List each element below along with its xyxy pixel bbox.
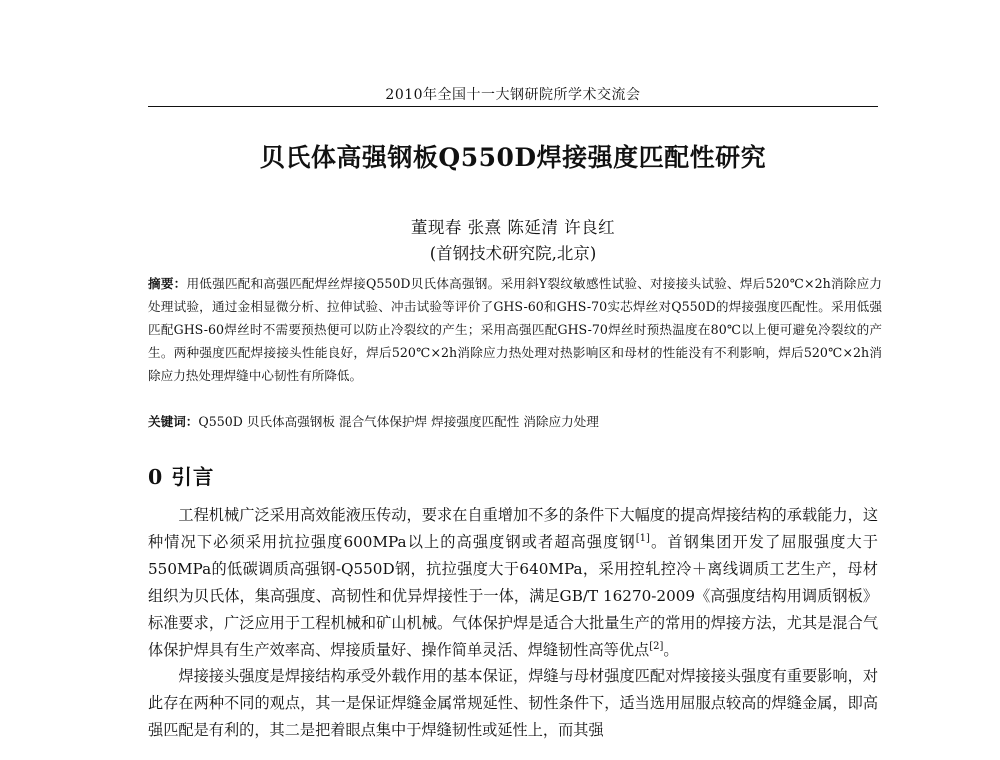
- paragraph-text: 。: [663, 640, 679, 659]
- conference-header: 2010年全国十一大钢研院所学术交流会: [385, 87, 641, 103]
- citation-ref: [1]: [635, 532, 650, 544]
- paragraph-text: 工程机械广泛采用高效能液压传动，要求在自重增加不多的条件下大幅度的提高焊接结构的承载能力，这种情况下必须采用抗拉强度600MPa以上的高强度钢或者超高强度钢: [148, 506, 878, 551]
- paragraph: [148, 502, 878, 663]
- body-text: [148, 502, 878, 744]
- section-heading: 0 引言: [148, 465, 215, 489]
- paper-authors: 董现春 张熹 陈延清 许良红: [410, 218, 616, 237]
- citation-ref: [2]: [649, 640, 664, 652]
- keywords: [148, 410, 882, 433]
- abstract: [148, 272, 882, 387]
- keywords-text: Q550D 贝氏体高强钢板 混合气体保护焊 焊接强度匹配性 消除应力处理: [198, 414, 599, 429]
- paper-title: 贝氏体高强钢板Q550D焊接强度匹配性研究: [259, 143, 767, 172]
- abstract-text: 用低强匹配和高强匹配焊丝焊接Q550D贝氏体高强钢。采用斜Y裂纹敏感性试验、对接接头试验、焊后520℃×2h消除应力处理试验，通过金相显微分析、拉伸试验、冲击试验等评价了GHS-60和GHS-70实芯焊丝对Q550D的焊接强度匹配性。采用低强匹配GHS-60焊丝时不需要预热便可以防止冷裂纹的产生；采用高强匹配GHS-70焊丝时预热温度在80℃以上便可避免冷裂纹的产生。两种强度匹配焊接接头性能良好，焊后520℃×2h消除应力热处理对热影响区和母材的性能没有不利影响，焊后520℃×2h消除应力热处理焊缝中心韧性有所降低。: [148, 276, 883, 384]
- header-rule: [148, 106, 878, 107]
- paragraph-text: 。首钢集团开发了屈服强度大于550MPa的低碳调质高强钢-Q550D钢，抗拉强度大于640MPa，采用控轧控冷＋离线调质工艺生产，母材组织为贝氏体，集高强度、高韧性和优异焊接性于一体，满足GB/T 16270-2009《高强度结构用调质钢板》标准要求，广泛应用于工程机械和矿山机械。气体保护焊是适合大批量生产的常用的焊接方法，尤其是混合气体保护焊具有生产效率高、焊接质量好、操作简单灵活、焊缝韧性高等优点: [148, 532, 878, 659]
- keywords-label: 关键词：: [148, 414, 199, 429]
- abstract-label: 摘要：: [148, 276, 187, 291]
- paper-affiliation: (首钢技术研究院,北京): [429, 244, 597, 263]
- paragraph: 焊接接头强度是焊接结构承受外载作用的基本保证，焊缝与母材强度匹配对焊接接头强度有重要影响，对此存在两种不同的观点，其一是保证焊缝金属常规延性、韧性条件下，适当选用屈服点较高的焊缝金属，即高强匹配是有利的，其二是把着眼点集中于焊缝韧性或延性上，而其强: [148, 667, 878, 740]
